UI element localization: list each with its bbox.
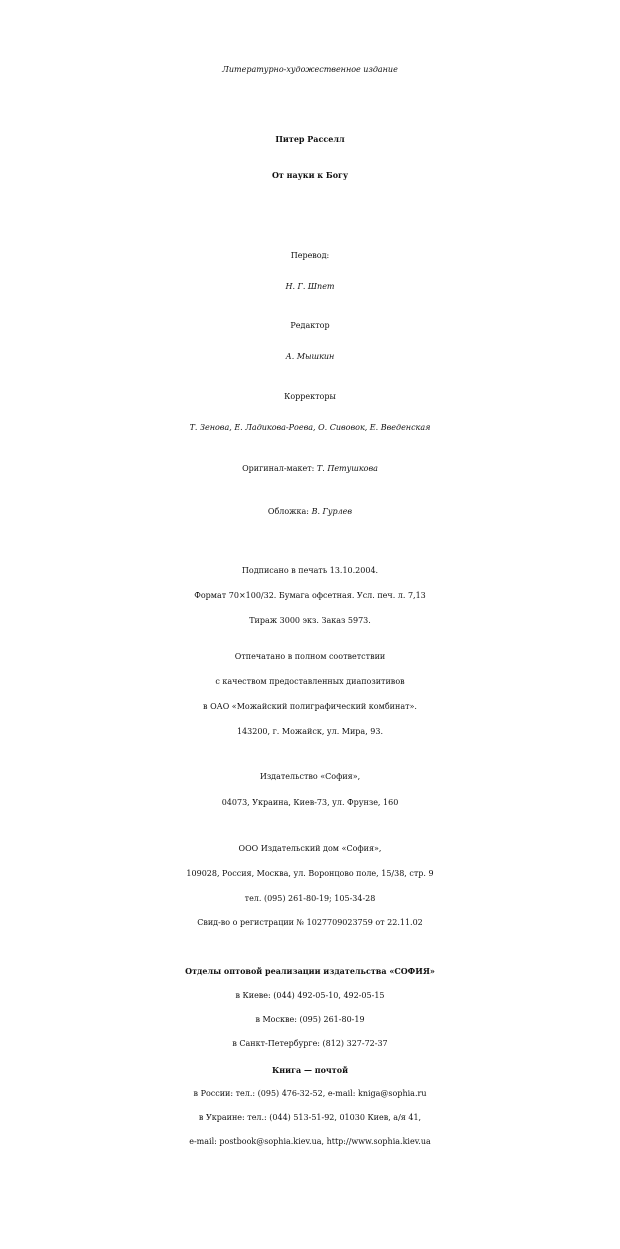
cover-name: В. Гурлев — [311, 507, 353, 516]
translator-name: Н. Г. Шпет — [285, 282, 335, 291]
sales-line: в Киеве: (044) 492-05-10, 492-05-15 — [235, 991, 385, 1000]
sales-heading: Отделы оптовой реализации издательства «СОФИЯ» — [185, 966, 435, 976]
publisher-ukraine-line: 04073, Украина, Киев-73, ул. Фрунзе, 160 — [221, 798, 399, 807]
layout-credit — [0, 465, 620, 473]
proofreaders-label: Корректоры — [284, 392, 336, 401]
mail-order-heading: Книга — почтой — [272, 1065, 348, 1075]
publisher-russia-line: 109028, Россия, Москва, ул. Воронцово поле, 15/38, стр. 9 — [186, 869, 434, 878]
publisher-russia-line: ООО Издательский дом «София», — [238, 844, 382, 853]
mail-order-line: в России: тел.: (095) 476-32-52, e-mail: kniga@sophia.ru — [193, 1089, 427, 1098]
editor-name: А. Мышкин — [285, 352, 335, 361]
printer-line: 143200, г. Можайск, ул. Мира, 93. — [236, 727, 384, 736]
cover-label: Обложка: — [267, 507, 310, 516]
printer-line: Отпечатано в полном соответствии — [234, 652, 386, 661]
layout-name: Т. Петушкова — [316, 464, 378, 473]
printer-line: с качеством предоставленных диапозитивов — [215, 677, 405, 686]
mail-order-line: в Украине: тел.: (044) 513-51-92, 01030 Киев, а/я 41, — [198, 1113, 422, 1122]
translation-label: Перевод: — [290, 251, 330, 260]
mail-order-line: e-mail: postbook@sophia.kiev.ua, http://www.sophia.kiev.ua — [189, 1137, 431, 1146]
book-title: От науки к Богу — [271, 170, 349, 180]
proofreaders-names: Т. Зенова, Е. Ладикова-Роева, О. Сивовок, Е. Введенская — [189, 423, 431, 432]
layout-label: Оригинал-макет: — [242, 464, 315, 473]
print-info-line: Тираж 3000 экз. Заказ 5973. — [249, 616, 371, 625]
editor-label: Редактор — [290, 321, 330, 330]
print-info-line: Подписано в печать 13.10.2004. — [241, 566, 379, 575]
author-name: Питер Расселл — [275, 134, 345, 144]
publisher-ukraine-line: Издательство «София», — [259, 772, 361, 781]
publisher-russia-line: Свид-во о регистрации № 1027709023759 от 22.11.02 — [197, 918, 423, 927]
print-info-line: Формат 70×100/32. Бумага офсетная. Усл. печ. л. 7,13 — [194, 591, 426, 600]
publisher-russia-line: тел. (095) 261-80-19; 105-34-28 — [244, 894, 376, 903]
printer-line: в ОАО «Можайский полиграфический комбинат». — [203, 702, 417, 711]
sales-line: в Москве: (095) 261-80-19 — [255, 1015, 365, 1024]
sales-line: в Санкт-Петербурге: (812) 327-72-37 — [232, 1039, 388, 1048]
edition-type: Литературно-художественное издание — [222, 65, 398, 74]
cover-credit — [0, 508, 620, 516]
